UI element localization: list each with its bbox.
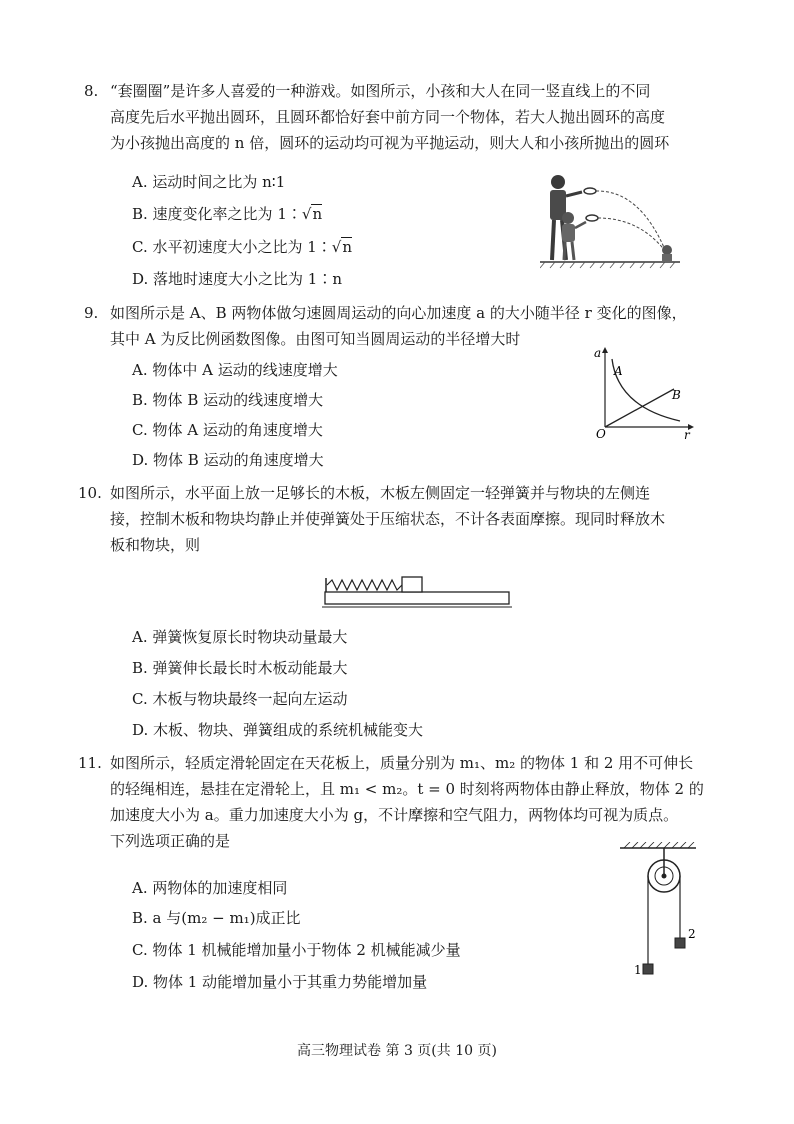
question-10 — [78, 480, 710, 558]
line-b — [605, 389, 674, 427]
option-b: B. 速度变化率之比为 1∶√n — [132, 205, 323, 223]
question-stem-line: 如图所示是 A、B 两物体做匀速圆周运动的向心加速度 a 的大小随半径 r 变化的图像， — [110, 304, 687, 322]
acceleration-radius-graph — [590, 345, 695, 440]
line-b-label: B — [672, 388, 681, 402]
question-number: 8. — [84, 82, 99, 100]
question-number: 10. — [78, 484, 102, 502]
question-stem-line: 接，控制木板和物块均静止并使弹簧处于压缩状态，不计各表面摩擦。现同时释放木 — [110, 510, 666, 528]
question-stem-line: 加速度大小为 a。重力加速度大小为 g，不计摩擦和空气阻力，两物体均可视为质点。 — [110, 806, 679, 824]
question-number: 11. — [78, 754, 102, 772]
question-stem-line: 的轻绳相连，悬挂在定滑轮上，且 m₁ < m₂。t = 0 时刻将两物体由静止释放，物体 2 的 — [110, 780, 704, 798]
option-a: A. 物体中 A 运动的线速度增大 — [132, 361, 338, 379]
option-b: B. 物体 B 运动的线速度增大 — [132, 391, 324, 409]
question-stem-line: 为小孩抛出高度的 n 倍，圆环的运动均可视为平抛运动，则大人和小孩所抛出的圆环 — [110, 134, 670, 152]
r-axis-label: r — [684, 428, 690, 440]
object-2-label: 2 — [688, 927, 696, 941]
question-stem-line: 如图所示，轻质定滑轮固定在天花板上，质量分别为 m₁、m₂ 的物体 1 和 2 用不可伸长 — [110, 754, 694, 772]
question-stem-line: 高度先后水平抛出圆环，且圆环都恰好套中前方同一个物体，若大人抛出圆环的高度 — [110, 108, 666, 126]
question-stem-line: 其中 A 为反比例函数图像。由图可知当圆周运动的半径增大时 — [110, 330, 521, 348]
question-stem-line: 如图所示，水平面上放一足够长的木板，木板左侧固定一轻弹簧并与物块的左侧连 — [110, 484, 651, 502]
ring-toss-figure — [540, 170, 680, 275]
block — [402, 577, 422, 592]
spring — [327, 580, 402, 590]
origin-label: O — [596, 427, 606, 440]
question-stem-line: “套圈圈”是许多人喜爱的一种游戏。如图所示，小孩和大人在同一竖直线上的不同 — [110, 82, 651, 100]
a-axis-label: a — [594, 346, 602, 360]
page-footer: 高三物理试卷 第 3 页(共 10 页) — [297, 1043, 497, 1059]
sqrt-symbol: √n — [301, 205, 323, 223]
option-d: D. 木板、物块、弹簧组成的系统机械能变大 — [132, 721, 424, 739]
question-11 — [78, 750, 710, 854]
option-d: D. 落地时速度大小之比为 1∶n — [132, 270, 343, 288]
question-stem-line: 下列选项正确的是 — [110, 832, 231, 850]
spring-board-figure — [322, 572, 512, 612]
option-b: B. 弹簧伸长最长时木板动能最大 — [132, 659, 348, 677]
question-number: 9. — [84, 304, 99, 322]
object-1-label: 1 — [634, 963, 642, 977]
option-c: C. 物体 A 运动的角速度增大 — [132, 421, 323, 439]
pulley-figure — [618, 842, 698, 982]
option-d: D. 物体 1 动能增加量小于其重力势能增加量 — [132, 973, 428, 991]
adult-head — [551, 175, 565, 189]
option-a: A. 两物体的加速度相同 — [132, 879, 288, 897]
object-1 — [643, 964, 653, 974]
option-a: A. 运动时间之比为 n∶1 — [132, 173, 286, 191]
board — [325, 592, 509, 604]
curve-a-label: A — [614, 364, 623, 378]
object-2 — [675, 938, 685, 948]
question-stem-line: 板和物块，则 — [110, 536, 201, 554]
sqrt-symbol: √n — [331, 238, 353, 256]
question-8 — [84, 78, 710, 156]
option-a: A. 弹簧恢复原长时物块动量最大 — [132, 628, 348, 646]
option-c: C. 木板与物块最终一起向左运动 — [132, 690, 348, 708]
option-c: C. 物体 1 机械能增加量小于物体 2 机械能减少量 — [132, 941, 461, 959]
option-b: B. a 与(m₂ − m₁)成正比 — [132, 909, 301, 927]
option-c: C. 水平初速度大小之比为 1∶√n — [132, 238, 353, 256]
option-d: D. 物体 B 运动的角速度增大 — [132, 451, 324, 469]
